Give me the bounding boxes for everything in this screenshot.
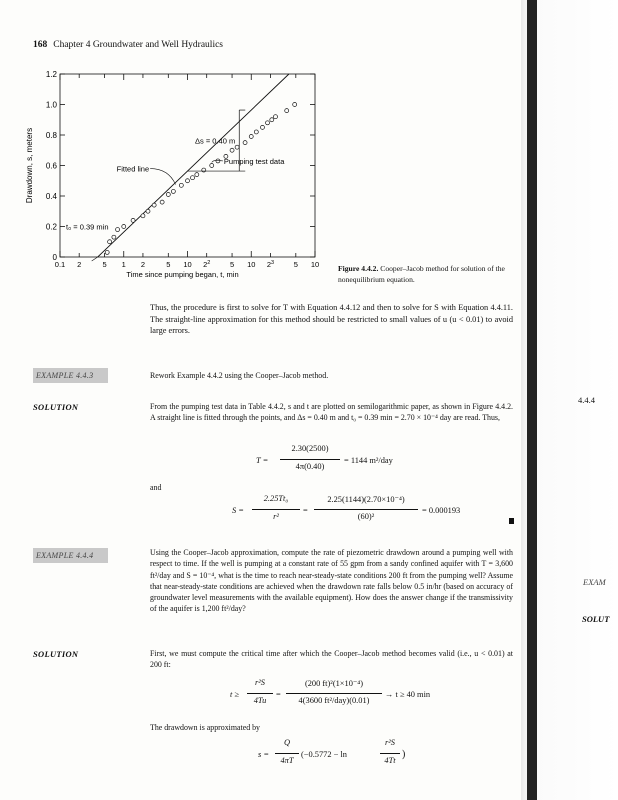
data-point bbox=[285, 109, 289, 113]
eq1-denominator-2: 4(3600 ft²/day)(0.01) bbox=[298, 696, 370, 705]
eq2-frac-numerator: r²S bbox=[385, 738, 395, 747]
eq2-middle: (−0.5772 − ln bbox=[301, 750, 347, 759]
equation-transmissivity bbox=[256, 444, 426, 480]
data-point bbox=[210, 164, 214, 168]
solution-text-2: First, we must compute the critical time after which the Cooper–Jacob method becomes valid (i.e., u < 0.01) at 200 ft: bbox=[150, 649, 513, 670]
eq-t-numerator: 2.30(2500) bbox=[291, 444, 329, 453]
and-text: and bbox=[150, 483, 162, 492]
solution-text-1: From the pumping test data in Table 4.4.2, s and t are plotted on semilogarithmic paper, as shown in Figure 4.4.2. A straight line is fitted through the points, and Δs = 0.40 m and t₀ = 0.39 min = 2.70 × 10⁻⁴ day are read. Thus, bbox=[150, 402, 513, 423]
x-tick-label: $2^3$ bbox=[266, 260, 275, 269]
pumping-data-label: Pumping test data bbox=[223, 156, 285, 166]
eq-s-bar-1 bbox=[252, 509, 300, 510]
eq1-numerator-1: r²S bbox=[255, 678, 265, 687]
chapter-title: Chapter 4 Groundwater and Well Hydraulics bbox=[53, 40, 223, 50]
y-tick-label: 1.0 bbox=[45, 100, 57, 110]
equation-critical-time bbox=[230, 678, 500, 714]
data-point bbox=[131, 218, 135, 222]
eq-s-equals: = bbox=[303, 506, 308, 515]
eq1-equals: = bbox=[276, 690, 281, 699]
eq2-frac-bar bbox=[380, 753, 400, 754]
drawdown-chart bbox=[20, 60, 330, 290]
y-axis-label: Drawdown, s, meters bbox=[25, 127, 34, 204]
data-point bbox=[202, 168, 206, 172]
eq-s-denominator-2: (60)² bbox=[357, 512, 375, 521]
delta-s-label: Δs = 0.40 m bbox=[195, 136, 236, 146]
x-tick-label: 5 bbox=[293, 260, 298, 269]
eq-s-lhs: S = bbox=[232, 506, 244, 515]
data-point bbox=[160, 200, 164, 204]
eq1-bar-1 bbox=[247, 693, 273, 694]
y-tick-label: 1.2 bbox=[45, 70, 57, 79]
example-label-444: EXAMPLE 4.4.4 bbox=[33, 548, 108, 563]
data-point bbox=[146, 209, 150, 213]
figure-caption-text: Cooper–Jacob method for solution of the nonequilibrium equation. bbox=[338, 264, 505, 284]
figure-label: Figure 4.4.2. bbox=[338, 264, 379, 273]
fitted-line-leader bbox=[150, 169, 175, 185]
data-point bbox=[243, 141, 247, 145]
eq2-lhs: s = bbox=[258, 750, 270, 759]
eq-s-numerator-1: 2.25Tt₀ bbox=[263, 494, 289, 503]
x-tick-label: 10 bbox=[310, 260, 320, 269]
data-point bbox=[122, 225, 126, 229]
adjacent-solution-label: SOLUT bbox=[582, 614, 610, 624]
t0-label: t₀ = 0.39 min bbox=[66, 222, 109, 232]
data-point bbox=[112, 235, 116, 239]
drawdown-intro-text: The drawdown is approximated by bbox=[150, 723, 261, 732]
x-tick-label: 2 bbox=[140, 260, 146, 269]
eq1-lhs: t ≥ bbox=[230, 690, 240, 699]
eq1-numerator-2: (200 ft)²(1×10⁻⁴) bbox=[304, 679, 364, 688]
data-point bbox=[152, 203, 156, 207]
eq-s-denominator-1: r² bbox=[273, 512, 279, 521]
adjacent-example-label: EXAM bbox=[583, 577, 606, 587]
fitted-line-label: Fitted line bbox=[116, 164, 150, 174]
end-of-example-marker bbox=[509, 518, 514, 524]
x-tick-label: 2 bbox=[77, 260, 82, 269]
y-tick-label: 0 bbox=[52, 253, 57, 262]
eq2-bar bbox=[275, 753, 299, 754]
eq-t-denominator: 4π(0.40) bbox=[295, 462, 325, 471]
x-tick-label: 10 bbox=[183, 260, 192, 269]
eq-s-numerator-2: 2.25(1144)(2.70×10⁻⁴) bbox=[327, 495, 405, 504]
y-tick-label: 0.4 bbox=[45, 192, 57, 201]
x-tick-label: 10 bbox=[247, 260, 256, 269]
eq1-denominator-1: 4Tu bbox=[253, 696, 267, 705]
data-point bbox=[171, 189, 175, 193]
eq-s-bar-2 bbox=[314, 509, 418, 510]
figure-caption bbox=[338, 263, 518, 285]
data-point bbox=[141, 214, 145, 218]
y-tick-label: 0.8 bbox=[45, 131, 57, 140]
data-point bbox=[270, 118, 274, 122]
data-point bbox=[186, 179, 190, 183]
adjacent-section-number: 4.4.4 bbox=[578, 395, 595, 405]
eq-s-result: = 0.000193 bbox=[422, 506, 461, 515]
solution-label-2: SOLUTION bbox=[33, 649, 79, 659]
data-point bbox=[179, 183, 183, 187]
book-spine-shadow bbox=[527, 0, 537, 800]
x-tick-exponent: 3 bbox=[270, 260, 275, 266]
data-point bbox=[195, 173, 199, 177]
eq2-close: ) bbox=[402, 749, 406, 760]
eq2-denominator: 4πT bbox=[280, 756, 294, 765]
eq2-numerator: Q bbox=[283, 738, 291, 747]
equation-storativity bbox=[232, 494, 492, 530]
x-axis-label: Time since pumping began, t, min bbox=[126, 270, 239, 279]
data-point bbox=[230, 148, 234, 152]
running-header bbox=[33, 40, 223, 50]
x-tick-label: 5 bbox=[229, 260, 235, 269]
x-tick-label: $2^2$ bbox=[203, 260, 211, 269]
data-point bbox=[108, 240, 112, 244]
example-text-443: Rework Example 4.4.2 using the Cooper–Jacob method. bbox=[150, 371, 329, 380]
x-tick-label: 5 bbox=[166, 260, 171, 269]
example-label-443: EXAMPLE 4.4.3 bbox=[33, 368, 108, 383]
data-point bbox=[191, 176, 195, 180]
eq2-frac-denominator: 4Tt bbox=[384, 756, 396, 765]
page-number: 168 bbox=[33, 40, 48, 50]
x-tick-exponent: 2 bbox=[207, 260, 211, 266]
data-point bbox=[293, 103, 297, 107]
eq1-bar-2 bbox=[286, 693, 382, 694]
eq-t-lhs: T = bbox=[256, 456, 269, 465]
eq-t-result: = 1144 m²/day bbox=[344, 456, 393, 465]
data-point bbox=[249, 135, 253, 139]
equation-drawdown bbox=[258, 738, 438, 774]
eq-t-fraction-bar bbox=[280, 459, 340, 460]
data-point bbox=[116, 228, 120, 232]
example-text-444: Using the Cooper–Jacob approximation, compute the rate of piezometric drawdown around a pumping well with respect to time. If the well is pumping at a constant rate of 55 gpm from a sandy confined aquifer with T = 3,600 ft²/day and S = 10⁻⁴, what is the time to reach near-steady-state conditions 200 ft from the pumping well? Assume that near-steady-state conditions are achieved when the drawdown rate falls below 0.5 in/hr (based on accuracy of groundwater level measurements with the available equipment). How does the answer change if the transmissivity of the aquifer is 1,200 ft²/day? bbox=[150, 548, 513, 614]
y-tick-label: 0.6 bbox=[45, 161, 57, 171]
data-point bbox=[235, 145, 239, 149]
y-tick-label: 0.2 bbox=[45, 222, 57, 232]
x-tick-label: 1 bbox=[121, 260, 126, 269]
eq1-result: → t ≥ 40 min bbox=[385, 690, 431, 699]
data-point bbox=[254, 130, 258, 134]
data-point bbox=[216, 159, 220, 163]
x-tick-label: 0.1 bbox=[54, 260, 66, 269]
solution-label-1: SOLUTION bbox=[33, 402, 79, 412]
data-point bbox=[273, 115, 277, 119]
data-point bbox=[266, 121, 270, 125]
data-point bbox=[105, 250, 109, 254]
data-point bbox=[260, 125, 264, 129]
data-point bbox=[166, 192, 170, 196]
x-tick-label: 5 bbox=[102, 260, 107, 269]
procedure-paragraph: Thus, the procedure is first to solve for T with Equation 4.4.12 and then to solve for S with Equation 4.4.11. The straight-line approximation for this method should be restricted to small values of u (u < 0.01) to avoid large errors. bbox=[150, 303, 513, 335]
t0-leader bbox=[92, 257, 98, 261]
